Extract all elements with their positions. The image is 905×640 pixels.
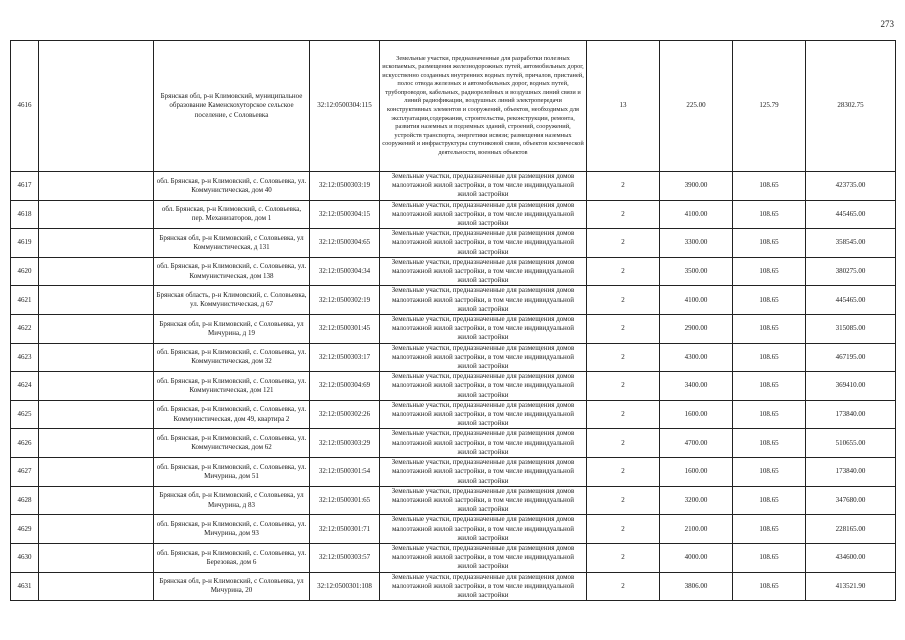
address-cell: обл. Брянская, р-н Климовский, с. Соловьевка, ул. Коммунистическая, дом 62	[154, 429, 310, 458]
address-cell: обл. Брянская, р-н Климовский, с. Соловьевка, ул. Коммунистическая, дом 49, квартира 2	[154, 400, 310, 429]
group-cell: 2	[587, 486, 660, 515]
cadastral-number-cell: 32:12:0500304:65	[310, 229, 380, 258]
area-cell: 3806.00	[660, 572, 733, 601]
rate-cell: 108.65	[733, 458, 806, 487]
land-use-cell: Земельные участки, предназначенные для размещения домов малоэтажной жилой застройки, в том числе индивидуальной жилой застройки	[380, 400, 587, 429]
cadastral-number-cell: 32:12:0500304:69	[310, 372, 380, 401]
cadastral-value-cell: 445465.00	[806, 286, 896, 315]
row-number: 4617	[11, 172, 39, 201]
group-cell: 13	[587, 41, 660, 172]
land-use-cell: Земельные участки, предназначенные для размещения домов малоэтажной жилой застройки, в том числе индивидуальной жилой застройки	[380, 200, 587, 229]
group-cell: 2	[587, 543, 660, 572]
table-row	[11, 257, 896, 286]
cadastral-value-table	[10, 40, 896, 601]
rate-cell: 125.79	[733, 41, 806, 172]
row-number: 4627	[11, 458, 39, 487]
cadastral-number-cell: 32:12:0500304:115	[310, 41, 380, 172]
area-cell: 1600.00	[660, 400, 733, 429]
land-use-cell: Земельные участки, предназначенные для размещения домов малоэтажной жилой застройки, в том числе индивидуальной жилой застройки	[380, 515, 587, 544]
row-number: 4623	[11, 343, 39, 372]
group-cell: 2	[587, 372, 660, 401]
cadastral-number-cell: 32:12:0500302:19	[310, 286, 380, 315]
cadastral-number-cell: 32:12:0500304:34	[310, 257, 380, 286]
rate-cell: 108.65	[733, 572, 806, 601]
blank-cell	[39, 315, 154, 344]
cadastral-value-cell: 173840.00	[806, 458, 896, 487]
address-cell: обл. Брянская, р-н Климовский, с. Соловьевка, ул. Коммунистическая, дом 138	[154, 257, 310, 286]
cadastral-number-cell: 32:12:0500304:15	[310, 200, 380, 229]
rate-cell: 108.65	[733, 200, 806, 229]
table-row	[11, 41, 896, 172]
cadastral-number-cell: 32:12:0500303:19	[310, 172, 380, 201]
blank-cell	[39, 486, 154, 515]
cadastral-value-cell: 358545.00	[806, 229, 896, 258]
blank-cell	[39, 41, 154, 172]
area-cell: 3500.00	[660, 257, 733, 286]
blank-cell	[39, 572, 154, 601]
row-number: 4616	[11, 41, 39, 172]
area-cell: 4100.00	[660, 200, 733, 229]
cadastral-number-cell: 32:12:0500303:17	[310, 343, 380, 372]
table-row	[11, 200, 896, 229]
land-use-cell: Земельные участки, предназначенные для размещения домов малоэтажной жилой застройки, в том числе индивидуальной жилой застройки	[380, 257, 587, 286]
cadastral-value-cell: 28302.75	[806, 41, 896, 172]
page-number: 273	[880, 19, 894, 29]
land-use-cell: Земельные участки, предназначенные для размещения домов малоэтажной жилой застройки, в том числе индивидуальной жилой застройки	[380, 229, 587, 258]
cadastral-number-cell: 32:12:0500301:108	[310, 572, 380, 601]
row-number: 4626	[11, 429, 39, 458]
cadastral-value-cell: 413521.90	[806, 572, 896, 601]
blank-cell	[39, 515, 154, 544]
area-cell: 3400.00	[660, 372, 733, 401]
cadastral-value-cell: 380275.00	[806, 257, 896, 286]
cadastral-value-cell: 173840.00	[806, 400, 896, 429]
group-cell: 2	[587, 429, 660, 458]
blank-cell	[39, 400, 154, 429]
group-cell: 2	[587, 172, 660, 201]
blank-cell	[39, 543, 154, 572]
rate-cell: 108.65	[733, 400, 806, 429]
table-row	[11, 315, 896, 344]
cadastral-number-cell: 32:12:0500301:54	[310, 458, 380, 487]
address-cell: обл. Брянская, р-н Климовский, с. Соловьевка, ул. Мичурина, дом 93	[154, 515, 310, 544]
table-row	[11, 400, 896, 429]
land-use-cell: Земельные участки, предназначенные для размещения домов малоэтажной жилой застройки, в том числе индивидуальной жилой застройки	[380, 458, 587, 487]
blank-cell	[39, 343, 154, 372]
area-cell: 3900.00	[660, 172, 733, 201]
row-number: 4621	[11, 286, 39, 315]
area-cell: 4300.00	[660, 343, 733, 372]
rate-cell: 108.65	[733, 543, 806, 572]
blank-cell	[39, 172, 154, 201]
blank-cell	[39, 429, 154, 458]
group-cell: 2	[587, 286, 660, 315]
address-cell: обл. Брянская, р-н Климовский, с. Соловьевка, ул. Коммунистическая, дом 121	[154, 372, 310, 401]
row-number: 4620	[11, 257, 39, 286]
cadastral-number-cell: 32:12:0500302:26	[310, 400, 380, 429]
area-cell: 4100.00	[660, 286, 733, 315]
land-use-cell: Земельные участки, предназначенные для размещения домов малоэтажной жилой застройки, в том числе индивидуальной жилой застройки	[380, 343, 587, 372]
cadastral-value-cell: 369410.00	[806, 372, 896, 401]
address-cell: Брянская обл, р-н Климовский, муниципальное образование Каменскохуторское сельское поселение, с Соловьевка	[154, 41, 310, 172]
group-cell: 2	[587, 229, 660, 258]
area-cell: 225.00	[660, 41, 733, 172]
row-number: 4625	[11, 400, 39, 429]
rate-cell: 108.65	[733, 429, 806, 458]
group-cell: 2	[587, 458, 660, 487]
cadastral-value-cell: 423735.00	[806, 172, 896, 201]
address-cell: обл. Брянская, р-н Климовский, с. Соловьевка, ул. Мичурина, дом 51	[154, 458, 310, 487]
land-use-cell: Земельные участки, предназначенные для размещения домов малоэтажной жилой застройки, в том числе индивидуальной жилой застройки	[380, 286, 587, 315]
table-body	[11, 41, 896, 601]
rate-cell: 108.65	[733, 286, 806, 315]
rate-cell: 108.65	[733, 515, 806, 544]
cadastral-number-cell: 32:12:0500301:45	[310, 315, 380, 344]
table-row	[11, 172, 896, 201]
table-row	[11, 572, 896, 601]
row-number: 4630	[11, 543, 39, 572]
cadastral-number-cell: 32:12:0500301:65	[310, 486, 380, 515]
address-cell: обл. Брянская, р-н Климовский, с. Соловьевка, ул. Коммунистическая, дом 40	[154, 172, 310, 201]
table-row	[11, 229, 896, 258]
rate-cell: 108.65	[733, 486, 806, 515]
cadastral-value-cell: 347680.00	[806, 486, 896, 515]
cadastral-number-cell: 32:12:0500303:29	[310, 429, 380, 458]
cadastral-value-cell: 315085.00	[806, 315, 896, 344]
blank-cell	[39, 286, 154, 315]
row-number: 4619	[11, 229, 39, 258]
address-cell: Брянская обл, р-н Климовский, с Соловьевка, ул Мичурина, д 19	[154, 315, 310, 344]
cadastral-number-cell: 32:12:0500301:71	[310, 515, 380, 544]
area-cell: 2100.00	[660, 515, 733, 544]
address-cell: обл. Брянская, р-н Климовский, с. Соловьевка, пер. Механизаторов, дом 1	[154, 200, 310, 229]
row-number: 4628	[11, 486, 39, 515]
land-use-cell: Земельные участки, предназначенные для размещения домов малоэтажной жилой застройки, в том числе индивидуальной жилой застройки	[380, 572, 587, 601]
rate-cell: 108.65	[733, 343, 806, 372]
table-row	[11, 343, 896, 372]
blank-cell	[39, 458, 154, 487]
land-use-cell: Земельные участки, предназначенные для размещения домов малоэтажной жилой застройки, в том числе индивидуальной жилой застройки	[380, 372, 587, 401]
rate-cell: 108.65	[733, 229, 806, 258]
row-number: 4622	[11, 315, 39, 344]
table-row	[11, 429, 896, 458]
address-cell: Брянская обл, р-н Климовский, с Соловьевка, ул Коммунистическая, д 131	[154, 229, 310, 258]
blank-cell	[39, 372, 154, 401]
land-use-cell: Земельные участки, предназначенные для размещения домов малоэтажной жилой застройки, в том числе индивидуальной жилой застройки	[380, 315, 587, 344]
land-use-cell: Земельные участки, предназначенные для размещения домов малоэтажной жилой застройки, в том числе индивидуальной жилой застройки	[380, 172, 587, 201]
area-cell: 4700.00	[660, 429, 733, 458]
group-cell: 2	[587, 572, 660, 601]
blank-cell	[39, 257, 154, 286]
group-cell: 2	[587, 257, 660, 286]
blank-cell	[39, 229, 154, 258]
table-row	[11, 286, 896, 315]
address-cell: обл. Брянская, р-н Климовский, с. Соловьевка, ул. Коммунистическая, дом 32	[154, 343, 310, 372]
row-number: 4618	[11, 200, 39, 229]
cadastral-value-cell: 467195.00	[806, 343, 896, 372]
row-number: 4629	[11, 515, 39, 544]
group-cell: 2	[587, 515, 660, 544]
address-cell: Брянская обл, р-н Климовский, с Соловьевка, ул Мичурина, д 83	[154, 486, 310, 515]
land-use-cell: Земельные участки, предназначенные для разработки полезных ископаемых, размещения железнодорожных путей, автомобильных дорог, искусственно созданных внутренних водных путей, причалов, пристаней, полос отвода железных и автомобильных дорог, водных путей, трубопроводов, кабельных, радиорелейных и воздушных линий связи и линий радиофикации, воздушных линий электропередачи конструктивных элементов и сооружений, объектов, необходимых для эксплуатации,содержания, строительства, реконструкции, ремонта, развития наземных и подземных зданий, строений, сооружений, устройств транспорта, энергетики исвязи; размещения наземных сооружений и инфраструктуры спутниковой связи, объектов космической деятельности, военных объектов	[380, 41, 587, 172]
cadastral-value-cell: 434600.00	[806, 543, 896, 572]
rate-cell: 108.65	[733, 372, 806, 401]
table-row	[11, 515, 896, 544]
area-cell: 3200.00	[660, 486, 733, 515]
address-cell: обл. Брянская, р-н Климовский, с. Соловьевка, ул. Березовая, дом 6	[154, 543, 310, 572]
rate-cell: 108.65	[733, 172, 806, 201]
cadastral-value-cell: 510655.00	[806, 429, 896, 458]
area-cell: 4000.00	[660, 543, 733, 572]
row-number: 4624	[11, 372, 39, 401]
cadastral-value-cell: 228165.00	[806, 515, 896, 544]
table-row	[11, 543, 896, 572]
address-cell: Брянская область, р-н Климовский, с. Соловьевка, ул. Коммунистическая, д 67	[154, 286, 310, 315]
group-cell: 2	[587, 400, 660, 429]
group-cell: 2	[587, 200, 660, 229]
cadastral-value-cell: 445465.00	[806, 200, 896, 229]
rate-cell: 108.65	[733, 257, 806, 286]
land-use-cell: Земельные участки, предназначенные для размещения домов малоэтажной жилой застройки, в том числе индивидуальной жилой застройки	[380, 486, 587, 515]
blank-cell	[39, 200, 154, 229]
group-cell: 2	[587, 315, 660, 344]
table-row	[11, 372, 896, 401]
group-cell: 2	[587, 343, 660, 372]
land-use-cell: Земельные участки, предназначенные для размещения домов малоэтажной жилой застройки, в том числе индивидуальной жилой застройки	[380, 543, 587, 572]
address-cell: Брянская обл, р-н Климовский, с Соловьевка, ул Мичурина, 20	[154, 572, 310, 601]
land-use-cell: Земельные участки, предназначенные для размещения домов малоэтажной жилой застройки, в том числе индивидуальной жилой застройки	[380, 429, 587, 458]
area-cell: 1600.00	[660, 458, 733, 487]
cadastral-number-cell: 32:12:0500303:57	[310, 543, 380, 572]
rate-cell: 108.65	[733, 315, 806, 344]
row-number: 4631	[11, 572, 39, 601]
table-row	[11, 458, 896, 487]
area-cell: 2900.00	[660, 315, 733, 344]
table-row	[11, 486, 896, 515]
area-cell: 3300.00	[660, 229, 733, 258]
